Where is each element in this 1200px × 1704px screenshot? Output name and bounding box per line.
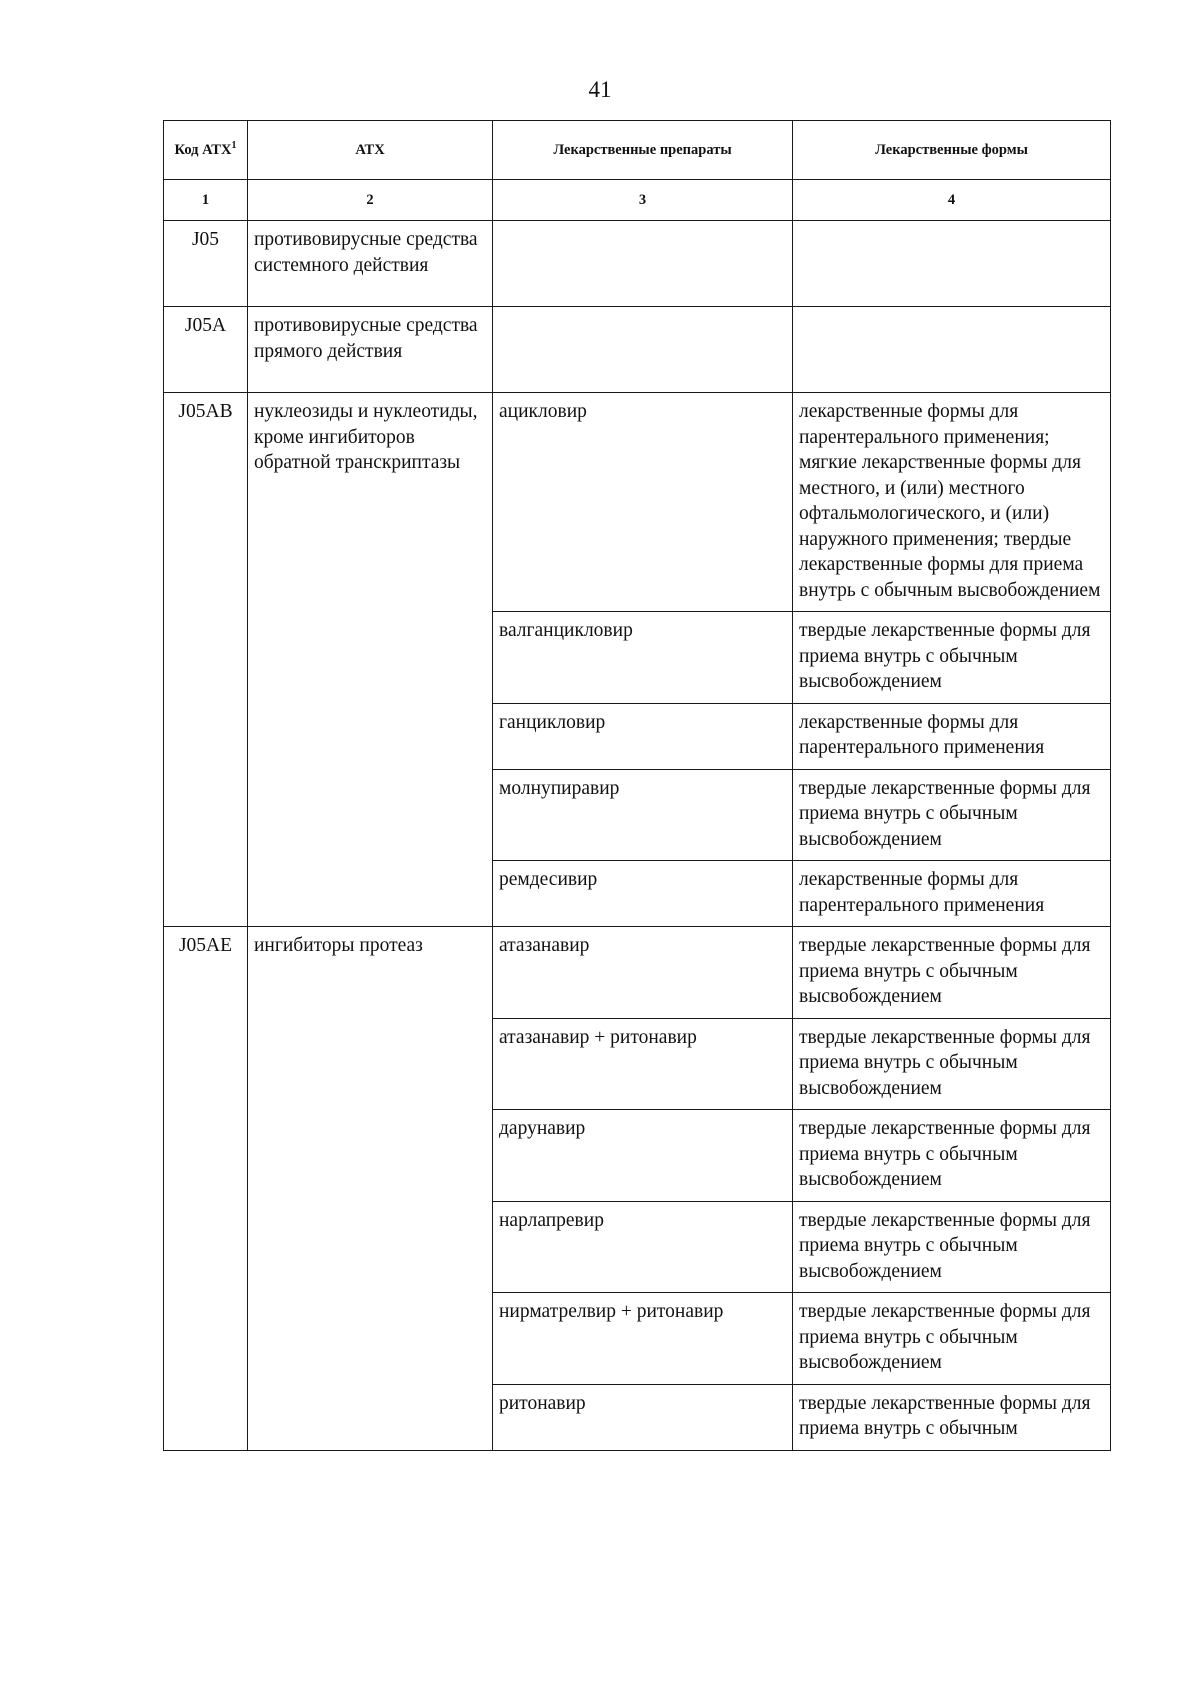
drug-name: дарунавир [493,1110,793,1202]
table-row [164,221,1111,307]
drug-name: ритонавир [493,1384,793,1450]
drug-forms: лекарственные формы для парентерального применения [793,703,1111,769]
column-number: 2 [248,180,493,221]
column-number: 4 [793,180,1111,221]
table-row [164,307,1111,393]
drug-forms: твердые лекарственные формы для приема внутрь с обычным высвобождением [793,927,1111,1019]
drug-forms [793,307,1111,393]
drug-forms: лекарственные формы для парентерального применения [793,861,1111,927]
table-row [164,393,1111,612]
drug-name: ремдесивир [493,861,793,927]
table-row [164,927,1111,1019]
header-atx: АТХ [248,121,493,180]
column-number-row [164,180,1111,221]
atx-group-name: нуклеозиды и нуклеотиды, кроме ингибиторов обратной транскриптазы [248,393,493,927]
drug-name [493,221,793,307]
atx-code: J05AB [164,393,248,927]
atx-code: J05AE [164,927,248,1451]
atx-code: J05 [164,221,248,307]
drug-forms: твердые лекарственные формы для приема внутрь с обычным высвобождением [793,1201,1111,1293]
drug-name: валганцикловир [493,612,793,704]
drug-forms: твердые лекарственные формы для приема внутрь с обычным высвобождением [793,769,1111,861]
drug-name: ганцикловир [493,703,793,769]
header-code: Код АТХ$^1$ [164,121,248,180]
header-row [164,121,1111,180]
atx-code: J05A [164,307,248,393]
drug-forms: твердые лекарственные формы для приема внутрь с обычным [793,1384,1111,1450]
drug-forms [793,221,1111,307]
atx-group-name: ингибиторы протеаз [248,927,493,1451]
drug-forms: лекарственные формы для парентерального применения; мягкие лекарственные формы для местного, и (или) местного офтальмологического, и (или) наружного применения; твердые лекарственные формы для приема внутрь с обычным высвобождением [793,393,1111,612]
drug-table [163,120,1111,1451]
column-number: 1 [164,180,248,221]
drug-forms: твердые лекарственные формы для приема внутрь с обычным высвобождением [793,1018,1111,1110]
drug-forms: твердые лекарственные формы для приема внутрь с обычным высвобождением [793,1110,1111,1202]
drug-name [493,307,793,393]
drug-name: молнупиравир [493,769,793,861]
atx-group-name: противовирусные средства прямого действия [248,307,493,393]
column-number: 3 [493,180,793,221]
drug-name: атазанавир + ритонавир [493,1018,793,1110]
header-drugs: Лекарственные препараты [493,121,793,180]
page-number: 41 [588,77,612,102]
drug-forms: твердые лекарственные формы для приема внутрь с обычным высвобождением [793,1293,1111,1385]
drug-name: нарлапревир [493,1201,793,1293]
drug-name: ацикловир [493,393,793,612]
header-forms: Лекарственные формы [793,121,1111,180]
footnote-marker: 1 [231,140,237,152]
drug-name: нирматрелвир + ритонавир [493,1293,793,1385]
atx-group-name: противовирусные средства системного действия [248,221,493,307]
drug-forms: твердые лекарственные формы для приема внутрь с обычным высвобождением [793,612,1111,704]
drug-name: атазанавир [493,927,793,1019]
